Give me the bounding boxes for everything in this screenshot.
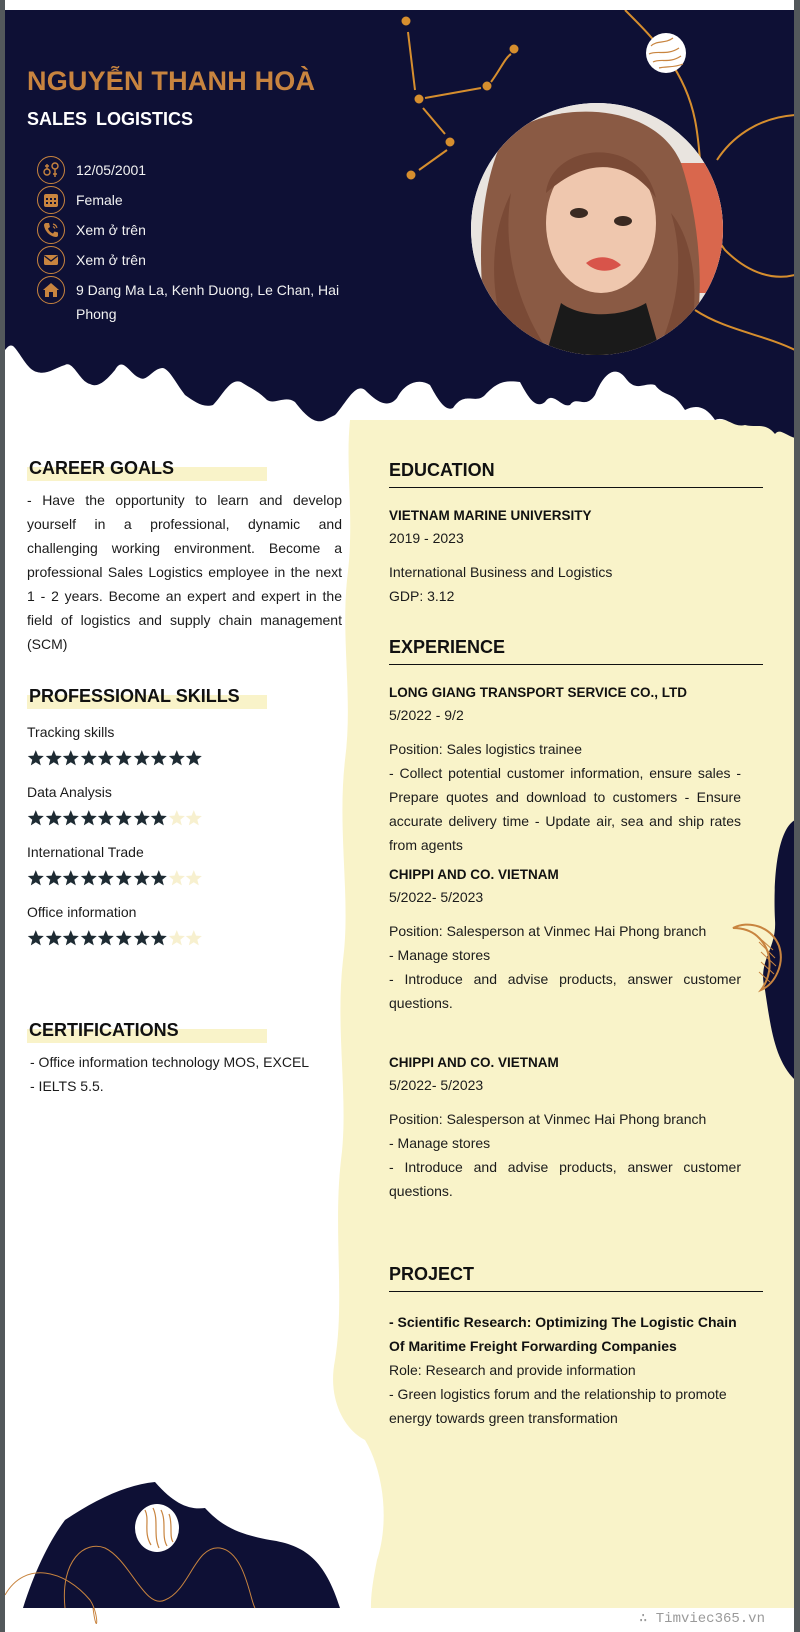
watermark: ∴ Timviec365.vn: [638, 1611, 765, 1627]
star-filled-icon: [168, 748, 186, 768]
email-text[interactable]: Xem ở trên: [76, 252, 146, 268]
skills-title: PROFESSIONAL SKILLS: [29, 686, 240, 706]
skill-item: [27, 782, 342, 830]
gender-icon: [37, 156, 65, 184]
star-filled-icon: [150, 868, 168, 888]
profile-photo-placeholder: [471, 103, 723, 355]
skills-section: [27, 686, 342, 962]
star-empty-icon: [185, 808, 203, 828]
star-filled-icon: [115, 868, 133, 888]
project-heading: - Scientific Research: Optimizing The Logistic Chain Of Maritime Freight Forwarding Companies: [389, 1314, 737, 1354]
star-filled-icon: [27, 808, 45, 828]
star-filled-icon: [62, 868, 80, 888]
planet-bottom-icon: [135, 1504, 179, 1552]
job-period: 5/2022- 5/2023: [389, 1077, 484, 1093]
star-filled-icon: [45, 808, 63, 828]
candidate-name: NGUYỄN THANH HOÀ: [27, 66, 316, 96]
job-detail: - Collect potential customer information, ensure sales - Prepare quotes and download to customers - Ensure accurate delivery time - Update air, sea and ship rates from agents: [389, 765, 741, 853]
job-detail: - Introduce and advise products, answer customer questions.: [389, 1159, 741, 1199]
star-filled-icon: [27, 868, 45, 888]
star-empty-icon: [168, 868, 186, 888]
skill-item: [27, 842, 342, 890]
project-title: PROJECT: [389, 1264, 763, 1292]
star-filled-icon: [45, 928, 63, 948]
certification-item: - Office information technology MOS, EXCEL: [30, 1054, 310, 1070]
job-company: LONG GIANG TRANSPORT SERVICE CO., LTD: [389, 685, 688, 700]
job-company: CHIPPI AND CO. VIETNAM: [389, 867, 559, 882]
address-text: 9 Dang Ma La, Kenh Duong, Le Chan, Hai Phong: [76, 282, 340, 322]
job-position: Position: Salesperson at Vinmec Hai Phong branch: [389, 1111, 707, 1127]
star-filled-icon: [133, 808, 151, 828]
email-icon: [37, 246, 65, 274]
star-empty-icon: [168, 928, 186, 948]
career-goals-title: CAREER GOALS: [29, 458, 175, 478]
contact-gender: [37, 188, 357, 218]
job-position: Position: Sales logistics trainee: [389, 741, 582, 757]
job-item: [389, 865, 763, 1015]
certifications-title: CERTIFICATIONS: [29, 1020, 179, 1040]
skill-label: Data Analysis: [27, 784, 112, 800]
star-filled-icon: [115, 928, 133, 948]
career-goals-text: - Have the opportunity to learn and develop yourself in a professional, dynamic and challenging working environment. Become a professional Sales Logistics employee in the next 1 - 2 years. Become an expert and expert in the field of logistics and supply chain management (SCM): [27, 492, 342, 652]
star-filled-icon: [80, 868, 98, 888]
star-filled-icon: [150, 928, 168, 948]
job-item: [389, 1053, 763, 1203]
contact-list: [37, 158, 357, 332]
gender-text: Female: [76, 192, 123, 208]
star-filled-icon: [45, 748, 63, 768]
star-filled-icon: [80, 808, 98, 828]
certifications-section: [27, 1020, 342, 1098]
calendar-icon: [37, 186, 65, 214]
skill-label: Tracking skills: [27, 724, 115, 740]
home-icon: [37, 276, 65, 304]
star-filled-icon: [62, 808, 80, 828]
contact-email: [37, 248, 357, 278]
star-filled-icon: [150, 808, 168, 828]
skills-list: [27, 722, 342, 950]
job-detail: - Manage stores: [389, 1135, 491, 1151]
star-filled-icon: [150, 748, 168, 768]
header: [5, 10, 795, 450]
star-filled-icon: [62, 928, 80, 948]
certification-item: - IELTS 5.5.: [30, 1078, 104, 1094]
candidate-role: SALES LOGISTICS: [27, 109, 194, 129]
star-empty-icon: [185, 868, 203, 888]
skill-label: International Trade: [27, 844, 144, 860]
skill-rating: [27, 748, 342, 770]
education-period: 2019 - 2023: [389, 530, 464, 546]
job-detail: - Manage stores: [389, 947, 491, 963]
star-filled-icon: [133, 868, 151, 888]
skill-rating: [27, 868, 342, 890]
phone-icon: [37, 216, 65, 244]
star-filled-icon: [45, 868, 63, 888]
star-filled-icon: [115, 808, 133, 828]
contact-phone: [37, 218, 357, 248]
star-filled-icon: [80, 748, 98, 768]
education-gpa: GDP: 3.12: [389, 588, 455, 604]
job-position: Position: Salesperson at Vinmec Hai Phong branch: [389, 923, 707, 939]
job-item: [389, 683, 763, 857]
avatar: [471, 103, 723, 355]
skill-label: Office information: [27, 904, 137, 920]
project-detail: - Green logistics forum and the relationship to promote energy towards green transformation: [389, 1386, 727, 1426]
job-period: 5/2022 - 9/2: [389, 707, 464, 723]
star-filled-icon: [133, 928, 151, 948]
job-company: CHIPPI AND CO. VIETNAM: [389, 1055, 559, 1070]
star-empty-icon: [168, 808, 186, 828]
education-section: [389, 460, 763, 608]
school-name: VIETNAM MARINE UNIVERSITY: [389, 508, 592, 523]
phone-text[interactable]: Xem ở trên: [76, 222, 146, 238]
star-filled-icon: [115, 748, 133, 768]
education-major: International Business and Logistics: [389, 564, 613, 580]
skill-item: [27, 902, 342, 950]
birthdate-text: 12/05/2001: [76, 162, 147, 178]
cv-page: [5, 0, 795, 1632]
star-empty-icon: [185, 928, 203, 948]
star-filled-icon: [133, 748, 151, 768]
job-detail: - Introduce and advise products, answer customer questions.: [389, 971, 741, 1011]
star-filled-icon: [185, 748, 203, 768]
star-filled-icon: [97, 808, 115, 828]
skill-rating: [27, 928, 342, 950]
star-filled-icon: [97, 868, 115, 888]
project-section: [389, 1264, 763, 1430]
project-role: Role: Research and provide information: [389, 1362, 636, 1378]
experience-section: [389, 637, 763, 1203]
planet-top-icon: [646, 33, 686, 73]
contact-birthdate: [37, 158, 357, 188]
viewer-gutter: [794, 0, 800, 1632]
job-period: 5/2022- 5/2023: [389, 889, 484, 905]
contact-address: [37, 278, 357, 332]
star-filled-icon: [80, 928, 98, 948]
skill-item: [27, 722, 342, 770]
star-filled-icon: [62, 748, 80, 768]
star-filled-icon: [27, 928, 45, 948]
experience-title: EXPERIENCE: [389, 637, 763, 665]
star-filled-icon: [27, 748, 45, 768]
skill-rating: [27, 808, 342, 830]
education-title: EDUCATION: [389, 460, 763, 488]
star-filled-icon: [97, 928, 115, 948]
career-goals-section: [27, 458, 342, 656]
star-filled-icon: [97, 748, 115, 768]
